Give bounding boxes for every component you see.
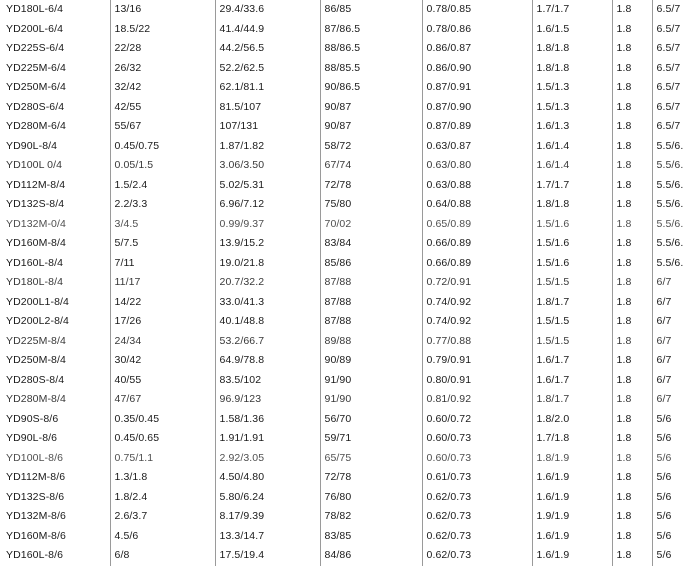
cell-col5: 0.64/0.88 <box>422 195 532 215</box>
cell-col4: 72/78 <box>320 176 422 196</box>
cell-col5: 0.79/0.91 <box>422 351 532 371</box>
cell-col6: 1.6/1.3 <box>532 117 612 137</box>
cell-col5: 0.87/0.89 <box>422 117 532 137</box>
cell-col6: 1.5/1.3 <box>532 78 612 98</box>
cell-col3: 5.02/5.31 <box>215 176 320 196</box>
cell-col3: 83.5/102 <box>215 371 320 391</box>
cell-col2: 0.75/1.1 <box>110 449 215 469</box>
cell-model: YD90L-8/6 <box>0 429 110 449</box>
cell-col4: 76/80 <box>320 488 422 508</box>
table-row <box>0 507 688 527</box>
cell-col3: 96.9/123 <box>215 390 320 410</box>
cell-col8: 5.5/6. <box>656 139 684 152</box>
cell-model: YD132S-8/4 <box>0 195 110 215</box>
cell-model: YD200L-6/4 <box>0 20 110 40</box>
cell-col6: 1.5/1.5 <box>532 273 612 293</box>
cell-col4: 59/71 <box>320 429 422 449</box>
cell-col3: 3.06/3.50 <box>215 156 320 176</box>
cell-col5: 0.63/0.88 <box>422 176 532 196</box>
cell-model: YD225S-6/4 <box>0 39 110 59</box>
cell-col6: 1.6/1.7 <box>532 351 612 371</box>
table-row <box>0 410 688 430</box>
cell-col7: 1.8 <box>612 449 652 469</box>
cell-col5: 0.60/0.73 <box>422 449 532 469</box>
cell-col3: 17.5/19.4 <box>215 546 320 566</box>
table-row <box>0 176 688 196</box>
cell-col4: 87/86.5 <box>320 20 422 40</box>
cell-col7: 1.8 <box>612 98 652 118</box>
cell-model: YD280M-6/4 <box>0 117 110 137</box>
cell-col7: 1.8 <box>612 59 652 79</box>
cell-col6: 1.8/1.7 <box>532 293 612 313</box>
cell-col6: 1.9/1.9 <box>532 507 612 527</box>
cell-col4: 90/89 <box>320 351 422 371</box>
cell-col4: 87/88 <box>320 273 422 293</box>
cell-col4: 87/88 <box>320 293 422 313</box>
cell-col5: 0.65/0.89 <box>422 215 532 235</box>
cell-col8: 5/6 <box>656 471 672 484</box>
table-row <box>0 0 688 20</box>
cell-col4: 85/86 <box>320 254 422 274</box>
table-row <box>0 371 688 391</box>
cell-model: YD100L-8/6 <box>0 449 110 469</box>
cell-col8: 6.5/7 <box>656 100 681 113</box>
cell-col7: 1.8 <box>612 0 652 20</box>
cell-col2: 32/42 <box>110 78 215 98</box>
cell-col4: 83/84 <box>320 234 422 254</box>
cell-col2: 6/8 <box>110 546 215 566</box>
cell-col7: 1.8 <box>612 176 652 196</box>
cell-col8: 6/7 <box>656 373 672 386</box>
cell-col2: 22/28 <box>110 39 215 59</box>
cell-col3: 19.0/21.8 <box>215 254 320 274</box>
cell-col8: 6/7 <box>656 354 672 367</box>
table-row <box>0 98 688 118</box>
cell-model: YD132S-8/6 <box>0 488 110 508</box>
cell-col5: 0.63/0.87 <box>422 137 532 157</box>
cell-model: YD160M-8/6 <box>0 527 110 547</box>
table-row <box>0 234 688 254</box>
cell-model: YD90L-8/4 <box>0 137 110 157</box>
cell-col2: 1.8/2.4 <box>110 488 215 508</box>
cell-col4: 89/88 <box>320 332 422 352</box>
table-row <box>0 59 688 79</box>
cell-col7: 1.8 <box>612 468 652 488</box>
table-row <box>0 117 688 137</box>
cell-col7: 1.8 <box>612 293 652 313</box>
table-row <box>0 273 688 293</box>
cell-col6: 1.6/1.9 <box>532 488 612 508</box>
cell-col3: 5.80/6.24 <box>215 488 320 508</box>
cell-col2: 5/7.5 <box>110 234 215 254</box>
cell-col2: 18.5/22 <box>110 20 215 40</box>
cell-col7: 1.8 <box>612 234 652 254</box>
cell-col2: 1.5/2.4 <box>110 176 215 196</box>
cell-col7: 1.8 <box>612 546 652 566</box>
cell-col8: 6/7 <box>656 295 672 308</box>
cell-model: YD280S-6/4 <box>0 98 110 118</box>
cell-model: YD180L-6/4 <box>0 0 110 20</box>
cell-col3: 107/131 <box>215 117 320 137</box>
cell-col3: 2.92/3.05 <box>215 449 320 469</box>
cell-col5: 0.62/0.73 <box>422 488 532 508</box>
cell-col8: 5/6 <box>656 451 672 464</box>
cell-col5: 0.77/0.88 <box>422 332 532 352</box>
cell-col4: 75/80 <box>320 195 422 215</box>
cell-col5: 0.61/0.73 <box>422 468 532 488</box>
cell-model: YD160M-8/4 <box>0 234 110 254</box>
cell-col8: 5/6 <box>656 490 672 503</box>
cell-model: YD132M-0/4 <box>0 215 110 235</box>
cell-model: YD280S-8/4 <box>0 371 110 391</box>
table-row <box>0 78 688 98</box>
cell-col4: 88/85.5 <box>320 59 422 79</box>
cell-col3: 40.1/48.8 <box>215 312 320 332</box>
cell-col4: 70/02 <box>320 215 422 235</box>
cell-col5: 0.63/0.80 <box>422 156 532 176</box>
cell-col3: 33.0/41.3 <box>215 293 320 313</box>
cell-col7: 1.8 <box>612 507 652 527</box>
cell-col4: 90/87 <box>320 117 422 137</box>
cell-col8: 6/7 <box>656 334 672 347</box>
cell-col5: 0.60/0.72 <box>422 410 532 430</box>
cell-col7: 1.8 <box>612 312 652 332</box>
cell-col5: 0.60/0.73 <box>422 429 532 449</box>
cell-model: YD225M-6/4 <box>0 59 110 79</box>
cell-col7: 1.8 <box>612 429 652 449</box>
cell-col4: 90/87 <box>320 98 422 118</box>
cell-col6: 1.7/1.7 <box>532 176 612 196</box>
cell-col8: 5/6 <box>656 510 672 523</box>
table-row <box>0 254 688 274</box>
cell-col5: 0.72/0.91 <box>422 273 532 293</box>
cell-col4: 72/78 <box>320 468 422 488</box>
cell-col3: 0.99/9.37 <box>215 215 320 235</box>
cell-col7: 1.8 <box>612 332 652 352</box>
cell-col6: 1.7/1.8 <box>532 429 612 449</box>
cell-col8: 5/6 <box>656 412 672 425</box>
cell-col6: 1.5/1.3 <box>532 98 612 118</box>
cell-col5: 0.62/0.73 <box>422 507 532 527</box>
cell-col8: 5.5/6. <box>656 237 684 250</box>
cell-col8: 6/7 <box>656 276 672 289</box>
cell-col6: 1.6/1.4 <box>532 137 612 157</box>
cell-col5: 0.81/0.92 <box>422 390 532 410</box>
cell-col7: 1.8 <box>612 215 652 235</box>
table-row <box>0 449 688 469</box>
cell-col2: 47/67 <box>110 390 215 410</box>
cell-col6: 1.5/1.6 <box>532 215 612 235</box>
cell-col8: 5/6 <box>656 529 672 542</box>
table-row <box>0 332 688 352</box>
cell-col4: 91/90 <box>320 371 422 391</box>
table-row <box>0 351 688 371</box>
cell-col6: 1.8/1.9 <box>532 449 612 469</box>
cell-col7: 1.8 <box>612 390 652 410</box>
table-row <box>0 468 688 488</box>
cell-col7: 1.8 <box>612 117 652 137</box>
cell-col2: 55/67 <box>110 117 215 137</box>
cell-model: YD250M-8/4 <box>0 351 110 371</box>
cell-col4: 78/82 <box>320 507 422 527</box>
cell-col2: 26/32 <box>110 59 215 79</box>
cell-col6: 1.5/1.6 <box>532 254 612 274</box>
cell-col8: 5.5/6. <box>656 178 684 191</box>
cell-col7: 1.8 <box>612 20 652 40</box>
cell-col2: 7/11 <box>110 254 215 274</box>
cell-col8: 6.5/7 <box>656 22 681 35</box>
cell-col5: 0.62/0.73 <box>422 546 532 566</box>
cell-col8: 5/6 <box>656 549 672 562</box>
cell-col2: 1.3/1.8 <box>110 468 215 488</box>
cell-col7: 1.8 <box>612 273 652 293</box>
cell-col8: 5/6 <box>656 432 672 445</box>
table-row <box>0 527 688 547</box>
cell-model: YD160L-8/4 <box>0 254 110 274</box>
cell-col8: 5.5/6. <box>656 217 684 230</box>
cell-col6: 1.6/1.5 <box>532 20 612 40</box>
table-row <box>0 488 688 508</box>
cell-col5: 0.86/0.90 <box>422 59 532 79</box>
cell-col4: 90/86.5 <box>320 78 422 98</box>
cell-col2: 4.5/6 <box>110 527 215 547</box>
cell-col7: 1.8 <box>612 137 652 157</box>
cell-col5: 0.66/0.89 <box>422 254 532 274</box>
cell-col7: 1.8 <box>612 156 652 176</box>
cell-col2: 2.2/3.3 <box>110 195 215 215</box>
cell-col6: 1.8/1.8 <box>532 39 612 59</box>
cell-col4: 67/74 <box>320 156 422 176</box>
table-row <box>0 429 688 449</box>
cell-col3: 4.50/4.80 <box>215 468 320 488</box>
cell-col7: 1.8 <box>612 254 652 274</box>
table-row <box>0 195 688 215</box>
cell-col6: 1.8/1.8 <box>532 195 612 215</box>
cell-col4: 58/72 <box>320 137 422 157</box>
cell-col2: 0.35/0.45 <box>110 410 215 430</box>
cell-col3: 44.2/56.5 <box>215 39 320 59</box>
cell-col3: 64.9/78.8 <box>215 351 320 371</box>
cell-col3: 6.96/7.12 <box>215 195 320 215</box>
cell-col8: 6.5/7 <box>656 81 681 94</box>
cell-col4: 83/85 <box>320 527 422 547</box>
cell-col5: 0.87/0.90 <box>422 98 532 118</box>
cell-col6: 1.6/1.9 <box>532 468 612 488</box>
cell-col4: 91/90 <box>320 390 422 410</box>
cell-col6: 1.6/1.4 <box>532 156 612 176</box>
cell-col4: 56/70 <box>320 410 422 430</box>
cell-col3: 1.58/1.36 <box>215 410 320 430</box>
cell-col6: 1.6/1.9 <box>532 546 612 566</box>
table-row <box>0 546 688 566</box>
cell-model: YD160L-8/6 <box>0 546 110 566</box>
cell-col8: 6.5/7 <box>656 61 681 74</box>
cell-col8: 6/7 <box>656 315 672 328</box>
cell-col2: 17/26 <box>110 312 215 332</box>
cell-col3: 41.4/44.9 <box>215 20 320 40</box>
cell-col4: 88/86.5 <box>320 39 422 59</box>
cell-col2: 2.6/3.7 <box>110 507 215 527</box>
cell-col3: 8.17/9.39 <box>215 507 320 527</box>
cell-col4: 87/88 <box>320 312 422 332</box>
cell-col2: 0.45/0.65 <box>110 429 215 449</box>
cell-col7: 1.8 <box>612 78 652 98</box>
cell-model: YD200L1-8/4 <box>0 293 110 313</box>
cell-col5: 0.87/0.91 <box>422 78 532 98</box>
cell-col5: 0.66/0.89 <box>422 234 532 254</box>
cell-col2: 40/55 <box>110 371 215 391</box>
cell-col4: 84/86 <box>320 546 422 566</box>
cell-col2: 0.45/0.75 <box>110 137 215 157</box>
cell-col5: 0.78/0.86 <box>422 20 532 40</box>
cell-col6: 1.5/1.5 <box>532 332 612 352</box>
cell-col8: 5.5/6. <box>656 198 684 211</box>
cell-col8: 6.5/7 <box>656 3 681 16</box>
cell-col7: 1.8 <box>612 410 652 430</box>
cell-model: YD180L-8/4 <box>0 273 110 293</box>
cell-col6: 1.5/1.5 <box>532 312 612 332</box>
cell-col2: 13/16 <box>110 0 215 20</box>
cell-col8: 5.5/6. <box>656 256 684 269</box>
cell-col6: 1.8/1.8 <box>532 59 612 79</box>
cell-col6: 1.5/1.6 <box>532 234 612 254</box>
cell-model: YD280M-8/4 <box>0 390 110 410</box>
cell-col6: 1.6/1.7 <box>532 371 612 391</box>
cell-model: YD250M-6/4 <box>0 78 110 98</box>
cell-col6: 1.8/2.0 <box>532 410 612 430</box>
cell-col8: 6/7 <box>656 393 672 406</box>
cell-col8: 5.5/6. <box>656 159 684 172</box>
cell-model: YD132M-8/6 <box>0 507 110 527</box>
table-row <box>0 390 688 410</box>
table-row <box>0 20 688 40</box>
cell-model: YD90S-8/6 <box>0 410 110 430</box>
table-row <box>0 293 688 313</box>
cell-col5: 0.80/0.91 <box>422 371 532 391</box>
cell-col5: 0.86/0.87 <box>422 39 532 59</box>
cell-col3: 81.5/107 <box>215 98 320 118</box>
cell-col7: 1.8 <box>612 195 652 215</box>
cell-col2: 30/42 <box>110 351 215 371</box>
cell-col3: 29.4/33.6 <box>215 0 320 20</box>
cell-model: YD225M-8/4 <box>0 332 110 352</box>
cell-col5: 0.74/0.92 <box>422 312 532 332</box>
cell-col6: 1.6/1.9 <box>532 527 612 547</box>
table-row <box>0 137 688 157</box>
cell-col8: 6.5/7 <box>656 120 681 133</box>
cell-col2: 11/17 <box>110 273 215 293</box>
cell-col4: 86/85 <box>320 0 422 20</box>
cell-col2: 3/4.5 <box>110 215 215 235</box>
cell-col7: 1.8 <box>612 351 652 371</box>
cell-col3: 1.87/1.82 <box>215 137 320 157</box>
cell-col5: 0.74/0.92 <box>422 293 532 313</box>
cell-col6: 1.8/1.7 <box>532 390 612 410</box>
table-row <box>0 156 688 176</box>
table-row <box>0 215 688 235</box>
cell-col5: 0.78/0.85 <box>422 0 532 20</box>
cell-col3: 20.7/32.2 <box>215 273 320 293</box>
cell-col2: 14/22 <box>110 293 215 313</box>
cell-col3: 13.9/15.2 <box>215 234 320 254</box>
cell-col2: 24/34 <box>110 332 215 352</box>
cell-col7: 1.8 <box>612 371 652 391</box>
cell-col7: 1.8 <box>612 527 652 547</box>
cell-col5: 0.62/0.73 <box>422 527 532 547</box>
cell-col2: 42/55 <box>110 98 215 118</box>
table-row <box>0 39 688 59</box>
cell-col2: 0.05/1.5 <box>110 156 215 176</box>
cell-col3: 52.2/62.5 <box>215 59 320 79</box>
cell-col6: 1.7/1.7 <box>532 0 612 20</box>
cell-col3: 53.2/66.7 <box>215 332 320 352</box>
cell-col8: 6.5/7 <box>656 42 681 55</box>
cell-col4: 65/75 <box>320 449 422 469</box>
cell-col3: 13.3/14.7 <box>215 527 320 547</box>
cell-col3: 1.91/1.91 <box>215 429 320 449</box>
cell-col7: 1.8 <box>612 39 652 59</box>
cell-model: YD200L2-8/4 <box>0 312 110 332</box>
cell-col3: 62.1/81.1 <box>215 78 320 98</box>
cell-col7: 1.8 <box>612 488 652 508</box>
table-row <box>0 312 688 332</box>
cell-model: YD100L 0/4 <box>0 156 110 176</box>
cell-model: YD112M-8/4 <box>0 176 110 196</box>
cell-model: YD112M-8/6 <box>0 468 110 488</box>
